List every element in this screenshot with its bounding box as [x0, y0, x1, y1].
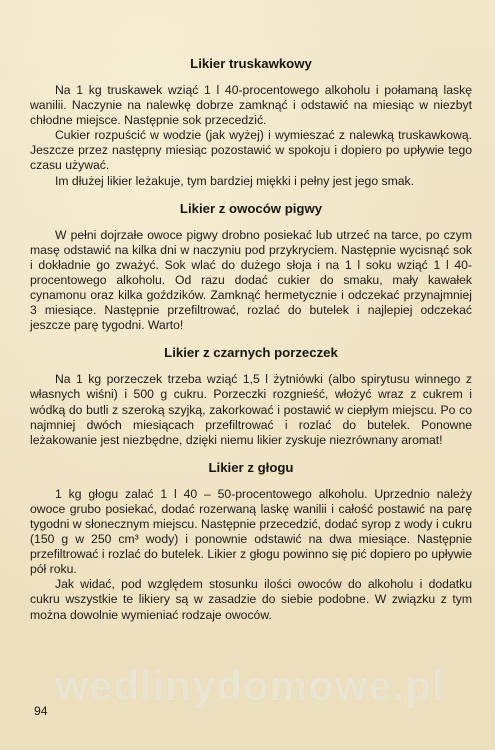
watermark: wedlinydomowe.pl: [55, 662, 445, 709]
paragraph: W pełni dojrzałe owoce pigwy drobno posiekać lub utrzeć na tarce, po czym masę odstawić na kilka dni w naczyniu pod przykryciem. Następnie wycisnąć sok i dokładnie go zważyć. Sok wlać do dużego słoja i na 1 l soku wziąć 1 l 40-procentowego alkoholu. Od razu dodać cukier do smaku, mały kawałek cynamonu oraz kilka goździków. Zamknąć hermetycznie i odczekać przynajmniej 3 miesiące. Następnie przefiltrować, rozlać do butelek i najlepiej odczekać jeszcze parę tygodni. Warto!: [30, 227, 472, 333]
page-number: 94: [34, 704, 48, 718]
paragraph: Na 1 kg truskawek wziąć 1 l 40-procentowego alkoholu i połamaną laskę wanilii. Naczynie na nalewkę dobrze zamknąć i odstawić na miesiąc w niezbyt chłodne miejsce. Następnie sok przecedzić.: [30, 83, 472, 128]
paragraph: 1 kg głogu zalać 1 l 40 – 50-procentowego alkoholu. Uprzednio należy owoce grubo posiekać, dodać rozerwaną laskę wanilii i całość postawić na parę tygodni w słonecznym miejscu. Następnie przecedzić, dodać syrop z wody i cukru (150 g w 250 cm³ wody) i ponownie odstawić na dwa miesiące. Następnie przefiltrować i rozlać do butelek. Likier z głogu powinno się pić dopiero po upływie pół roku.: [30, 486, 472, 577]
paragraph: Cukier rozpuścić w wodzie (jak wyżej) i wymieszać z nalewką truskawkową. Jeszcze przez następny miesiąc pozostawić w spokoju i dopiero po upływie tego czasu używać.: [30, 128, 472, 173]
section-title-likier-z-owocow-pigwy: Likier z owoców pigwy: [179, 200, 323, 216]
section-title-likier-z-glogu: Likier z głogu: [208, 459, 294, 475]
paragraph: Jak widać, pod względem stosunku ilości owoców do alkoholu i dodatku cukru wszystkie te likiery są w zasadzie do siebie podobne. W związku z tym można dowolnie wymieniać rodzaje owoców.: [30, 577, 472, 622]
paragraph: Im dłużej likier leżakuje, tym bardziej miękki i pełny jest jego smak.: [55, 173, 414, 188]
paragraph: Na 1 kg porzeczek trzeba wziąć 1,5 l żytniówki (albo spirytusu winnego z własnych wiśni) i 500 g cukru. Porzeczki rozgnieść, włożyć wraz z cukrem i wódką do butli z szeroką szyjką, zakorkować i postawić w ciepłym miejscu. Po co najmniej dwóch miesiącach przefiltrować i rozlać do butelek. Ponowne leżakowanie jest niezbędne, dzięki niemu likier zyskuje niezrównany aromat!: [30, 372, 472, 447]
section-title-likier-z-czarnych-porzeczek: Likier z czarnych porzeczek: [164, 345, 338, 361]
page-content: [30, 56, 472, 623]
section-title-likier-truskawkowy: Likier truskawkowy: [190, 56, 312, 71]
